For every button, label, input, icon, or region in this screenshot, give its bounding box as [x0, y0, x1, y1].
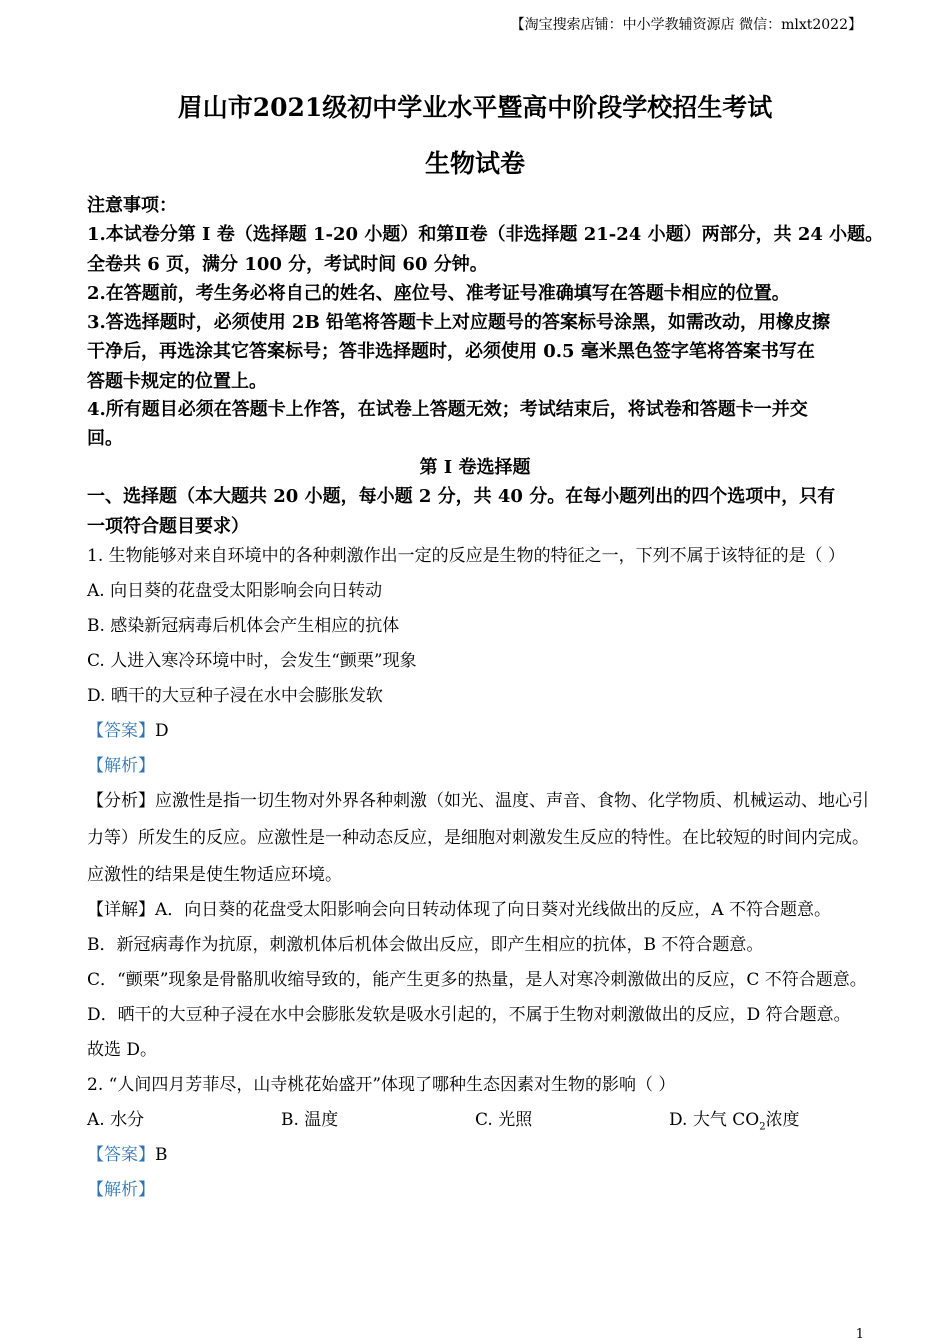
exam-subject-title: 生物试卷: [424, 149, 525, 178]
question-2-option-b: B. 温度: [281, 1110, 339, 1130]
question-2-answer: [87, 1140, 168, 1165]
notice-line: 4.所有题目必须在答题卡上作答，在试卷上答题无效；考试结束后，将试卷和答题卡一并交: [87, 399, 808, 420]
exam-title: 眉山市2021级初中学业水平暨高中阶段学校招生考试: [177, 93, 773, 122]
answer-value: B: [155, 1145, 168, 1165]
notice-line: 2.在答题前，考生务必将自己的姓名、座位号、准考证号准确填写在答题卡相应的位置。: [87, 283, 790, 304]
analysis-fenxi: [87, 786, 869, 811]
answer-value: D: [155, 721, 169, 741]
question-1-option-b: B. 感染新冠病毒后机体会产生相应的抗体: [87, 616, 400, 636]
fenxi-text: 应激性是指一切生物对外界各种刺激（如光、温度、声音、食物、化学物质、机械运动、地心引: [155, 791, 869, 811]
answer-tag: 【答案】: [87, 721, 155, 741]
notice-line: 回。: [87, 428, 123, 449]
page-number: 1: [855, 1327, 864, 1342]
notice-line: 1.本试卷分第 I 卷（选择题 1-20 小题）和第Ⅱ卷（非选择题 21-24 小题）两部分，共 24 小题。: [87, 224, 884, 245]
answer-tag: 【答案】: [87, 1145, 155, 1165]
analysis-tag: 【解析】: [87, 756, 155, 776]
question-1-option-c: C. 人进入寒冷环境中时，会发生“颤栗”现象: [87, 651, 417, 671]
detail-text: B．新冠病毒作为抗原，刺激机体后机体会做出反应，即产生相应的抗体，B 不符合题意。: [87, 935, 764, 955]
question-2-stem: 2. “人间四月芳菲尽，山寺桃花始盛开”体现了哪种生态因素对生物的影响（ ）: [87, 1075, 676, 1095]
fenxi-text: 应激性的结果是使生物适应环境。: [87, 865, 342, 885]
question-2-option-a: A. 水分: [87, 1110, 145, 1130]
notice-heading: 注意事项：: [87, 195, 177, 216]
fenxi-tag: 【分析】: [87, 791, 155, 811]
option-d-subscript: 2: [759, 1121, 766, 1133]
analysis-tag: 【解析】: [87, 1180, 155, 1200]
notice-line: 3.答选择题时，必须使用 2B 铅笔将答题卡上对应题号的答案标号涂黑，如需改动，用橡皮擦: [87, 312, 831, 333]
option-d-text-end: 浓度: [765, 1110, 800, 1130]
part-heading: 一项符合题目要求）: [87, 516, 249, 537]
question-2-option-d: [669, 1105, 800, 1132]
question-1-stem: 1. 生物能够对来自环境中的各种刺激作出一定的反应是生物的特征之一，下列不属于该特征的是（ ）: [87, 546, 846, 566]
header-note: 【淘宝搜索店铺：中小学教辅资源店 微信：mlxt2022】: [510, 17, 862, 33]
section-title: 第 I 卷选择题: [419, 457, 531, 478]
question-1-answer: [87, 716, 169, 741]
analysis-detail: [87, 895, 831, 920]
option-d-text: D. 大气 CO: [669, 1110, 760, 1130]
detail-text: C．“颤栗”现象是骨骼肌收缩导致的，能产生更多的热量，是人对寒冷刺激做出的反应，C 不符合题意。: [87, 970, 867, 990]
notice-line: 答题卡规定的位置上。: [87, 371, 267, 392]
part-heading: 一、选择题（本大题共 20 小题，每小题 2 分，共 40 分。在每小题列出的四个选项中，只有: [87, 486, 836, 507]
detail-text: A．向日葵的花盘受太阳影响会向日转动体现了向日葵对光线做出的反应，A 不符合题意。: [155, 900, 831, 920]
question-1-option-a: A. 向日葵的花盘受太阳影响会向日转动: [87, 581, 383, 601]
fenxi-text: 力等）所发生的反应。应激性是一种动态反应，是细胞对刺激发生反应的特性。在比较短的时间内完成。: [87, 828, 869, 848]
detail-tag: 【详解】: [87, 900, 155, 920]
question-2-option-c: C. 光照: [475, 1110, 533, 1130]
question-1-option-d: D. 晒干的大豆种子浸在水中会膨胀发软: [87, 686, 383, 706]
notice-line: 干净后，再选涂其它答案标号；答非选择题时，必须使用 0.5 毫米黑色签字笔将答案书写在: [87, 341, 815, 362]
detail-conclusion: 故选 D。: [87, 1040, 158, 1060]
detail-text: D．晒干的大豆种子浸在水中会膨胀发软是吸水引起的，不属于生物对刺激做出的反应，D 符合题意。: [87, 1005, 851, 1025]
notice-line: 全卷共 6 页，满分 100 分，考试时间 60 分钟。: [87, 254, 488, 275]
